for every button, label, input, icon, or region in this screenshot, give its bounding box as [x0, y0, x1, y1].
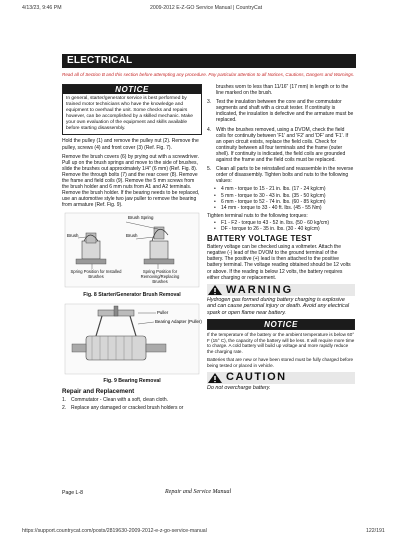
label-brush-spring: Brush Spring — [128, 215, 154, 221]
browser-timestamp: 4/13/23, 9:46 PM — [22, 5, 62, 11]
caution-bar — [207, 372, 355, 384]
list-item — [207, 84, 355, 96]
list-number: 5. — [207, 166, 212, 173]
warning-bar — [207, 284, 355, 296]
torque-text: 14 mm - torque to 33 - 40 ft. lbs. (45 - 55 Nm) — [221, 204, 322, 211]
list-item — [207, 99, 355, 123]
warning-title: WARNING — [226, 283, 294, 296]
list-text: Replace any damaged or cracked brush holders or — [71, 405, 184, 412]
list-number: 3. — [207, 99, 212, 106]
caution-title: CAUTION — [226, 371, 287, 384]
section-title: ELECTRICAL — [62, 54, 356, 68]
list-text: Commutator - Clean with a soft, clean cloth. — [71, 396, 168, 403]
torque-item: • 5 mm - torque to 30 - 43 in. lbs. (35 - 50 kg/cm) — [214, 192, 326, 199]
warning-triangle-icon — [207, 284, 223, 296]
browser-page-count: 122/191 — [366, 528, 385, 534]
list-item — [207, 127, 355, 164]
list-text: Test the insulation between the core and the commutator segments and shaft with a circuit tester. If continuity is indicated, the insulation is defective and the armature must be replaced. — [216, 99, 354, 124]
warning-body: Hydrogen gas formed during battery charging is explosive and can cause personal injury or death. Avoid any electrical spark or open flame near battery. — [207, 296, 350, 316]
caution-body: Do not overcharge battery. — [207, 384, 271, 391]
read-all-notice: Read all of Section B and this section before attempting any procedure. Pay particular attention to all Notices, Cautions, Dangers and Warnings. — [62, 72, 355, 77]
list-text: With the brushes removed, using a DVOM, check the field coils for continuity between 'F1' and 'F2' and 'DF' and 'F1'. If an open circuit exists, replace the field coils. Check for continuity between all four terminals and the frame (outer shell). If continuity is indicated, the field coils are grounded against the frame and the field coils must be replaced. — [216, 126, 349, 164]
paragraph: Remove the brush covers (6) by prying out with a screwdriver. Pull up on the brush springs and move to the side of brushes, slide the brushes out approximately 1/4" (6 mm) (Ref. Fig. 8). Remove the through bolts (7) and the rear cover (8). Remove the frame and field coils (9). Remove the 5 mm screws from the brush holder and 6 mm nuts from A1 and A2 terminals. Remove the brush holder. If the bearing needs to be replaced, use an automotive style two jaw puller to remove the bearing from armature (Ref. Fig. 9). — [62, 153, 200, 209]
battery-heading: BATTERY VOLTAGE TEST — [207, 234, 313, 244]
list-item — [207, 166, 355, 184]
list-number — [207, 84, 216, 96]
label-spring-removing: Spring Position for Removing/Replacing Brushes — [140, 269, 180, 285]
browser-url: https://support.countrycat.com/posts/2819630-2009-2012-e-z-go-service-manual — [22, 528, 207, 534]
page-number: Page L-8 — [62, 490, 84, 496]
label-spring-installed: Spring Position for Installed Brushes — [70, 269, 122, 280]
label-brush: Brush — [126, 233, 138, 239]
browser-page-title: 2009-2012 E-Z-GO Service Manual | CountryCat — [150, 5, 263, 11]
figure-caption: Fig. 8 Starter/Generator Brush Removal — [83, 291, 181, 298]
torque-text: 6 mm - torque to 52 - 74 in. lbs. (60 - 85 kg/cm) — [221, 198, 326, 205]
terminal-nuts-label: Tighten terminal nuts to the following torques: — [207, 212, 308, 219]
bearing-removal-illustration — [62, 302, 202, 376]
torque-item: • 6 mm - torque to 52 - 74 in. lbs. (60 - 85 kg/cm) — [214, 198, 326, 205]
list-item — [62, 405, 202, 411]
label-bearing-adapter: Bearing Adapter (Puller) — [155, 318, 202, 324]
figure-bearing-removal — [62, 302, 202, 384]
notice-body: If the temperature of the battery or the ambient temperature is below 60° F (15° C), the capacity of the battery will be less. It will require more time to charge. A cold battery will build up voltage and more rapidly reduce the charging rate. — [207, 331, 355, 354]
torque-text: 5 mm - torque to 30 - 43 in. lbs. (35 - 50 kg/cm) — [221, 192, 326, 199]
figure-caption: Fig. 9 Bearing Removal — [103, 377, 161, 384]
caution-triangle-icon — [207, 372, 223, 384]
list-text: Clean all parts to be reinstalled and reassemble in the reverse order of disassembly. Tighten bolts and nuts to the following values: — [216, 166, 354, 185]
notice-title: NOTICE — [208, 320, 354, 329]
brush-removal-illustration — [62, 211, 202, 289]
list-text: brushes worn to less than 11/16" (17 mm) in length or to the line marked on the brush. — [216, 84, 349, 97]
list-number: 2. — [62, 405, 67, 412]
notice-title: NOTICE — [63, 85, 201, 94]
torque-item: • 14 mm - torque to 33 - 40 ft. lbs. (45 - 55 Nm) — [214, 204, 322, 211]
terminal-torque-item: • DF - torque to 26 - 35 in. lbs. (30 - 40 kg/cm) — [214, 225, 320, 232]
list-number: 4. — [207, 126, 212, 133]
battery-body: Battery voltage can be checked using a voltmeter. Attach the negative (-) lead of the DVOM to the ground terminal of the battery. The positive (+) lead is then attached to the positive battery terminal. The voltage reading obtained should be 12 volts or above. If the reading is below 12 volts, the battery requires either charging or replacement. — [207, 244, 351, 281]
notice-box — [207, 319, 355, 330]
repair-heading: Repair and Replacement — [62, 387, 135, 395]
notice-body: In general, starter/generator service is best performed by trained motor technicians who have the knowledge and equipment to overhaul the unit. Some checks and repairs however, can be accomplished by a skilled mechanic. Make your own evaluation of the equipment and skills available before starting disassembly. — [66, 96, 193, 131]
torque-text: F1 - F2 - torque to 43 - 52 in. lbs. (50 - 60 kg/cm) — [221, 219, 330, 226]
terminal-torque-item: • F1 - F2 - torque to 43 - 52 in. lbs. (50 - 60 kg/cm) — [214, 219, 330, 226]
notice-box — [62, 84, 202, 135]
torque-text: DF - torque to 26 - 35 in. lbs. (30 - 40 kg/cm) — [221, 225, 320, 232]
right-column — [207, 84, 355, 391]
figure-brush-removal — [62, 211, 202, 297]
paragraph: Hold the pulley (1) and remove the pulley nut (2). Remove the pulley, screws (4) and front cover (3) (Ref. Fig. 7). — [62, 138, 199, 151]
notice-body: Batteries that are new or have been stored must be fully charged before being tested or placed in vehicle. — [207, 357, 354, 368]
list-item — [62, 397, 202, 403]
left-column — [62, 84, 202, 411]
footer-title: Repair and Service Manual — [165, 489, 232, 495]
label-puller: Puller — [157, 309, 169, 315]
list-number: 1. — [62, 396, 67, 403]
torque-text: 4 mm - torque to 15 - 21 in. lbs. (17 - 24 kg/cm) — [221, 186, 326, 193]
torque-item: • 4 mm - torque to 15 - 21 in. lbs. (17 - 24 kg/cm) — [214, 186, 326, 193]
label-brush: Brush — [67, 233, 79, 239]
